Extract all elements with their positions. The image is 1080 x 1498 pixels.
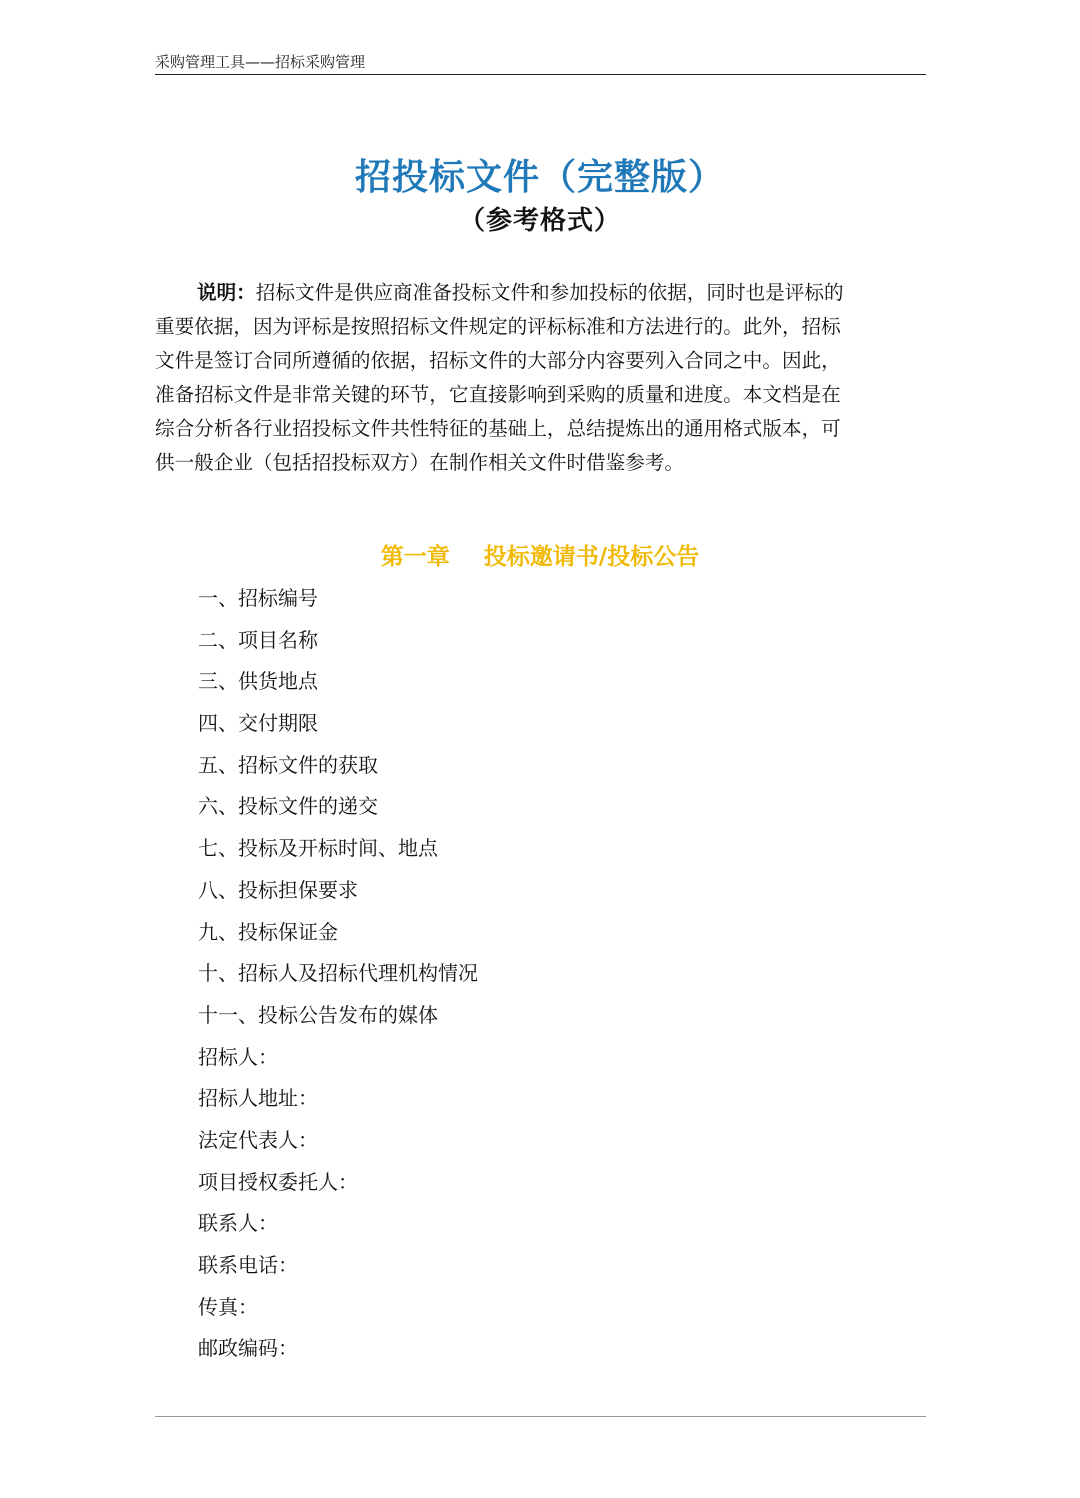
list-item: 七、投标及开标时间、地点	[198, 836, 438, 861]
list-item: 二、项目名称	[198, 627, 318, 652]
chapter-item-list	[198, 578, 898, 1370]
list-item: 项目授权委托人：	[198, 1169, 358, 1194]
list-item: 十一、投标公告发布的媒体	[198, 1002, 438, 1027]
chapter-title: 投标邀请书/投标公告	[483, 544, 700, 570]
list-item: 传真：	[198, 1294, 258, 1319]
list-item: 一、招标编号	[198, 586, 318, 610]
running-header	[155, 50, 926, 75]
document-subtitle: （参考格式）	[458, 206, 621, 236]
intro-line: 重要依据，因为评标是按照招标文件规定的评标标准和方法进行的。此外，招标	[155, 315, 841, 338]
list-item: 邮政编码：	[198, 1336, 298, 1361]
list-item: 六、投标文件的递交	[198, 794, 378, 819]
list-item: 三、供货地点	[198, 669, 318, 694]
list-item: 招标人地址：	[198, 1086, 318, 1111]
intro-line: 供一般企业（包括招投标双方）在制作相关文件时借鉴参考。	[155, 451, 685, 474]
header-text: 采购管理工具——招标采购管理	[155, 53, 366, 71]
list-item: 八、投标担保要求	[198, 877, 358, 902]
intro-line: 综合分析各行业招投标文件共性特征的基础上，总结提炼出的通用格式版本，可	[155, 417, 841, 440]
intro-paragraph	[155, 276, 919, 480]
list-item: 九、投标保证金	[198, 919, 338, 944]
list-item: 联系人：	[198, 1211, 278, 1236]
list-item: 十、招标人及招标代理机构情况	[198, 961, 478, 986]
intro-label: 说明：	[197, 281, 256, 304]
intro-line: 招标文件是供应商准备投标文件和参加投标的依据，同时也是评标的	[255, 281, 844, 304]
footer-rule	[155, 1416, 926, 1417]
intro-first-line	[155, 276, 919, 310]
list-item: 四、交付期限	[198, 711, 318, 736]
list-item: 五、招标文件的获取	[198, 752, 378, 777]
chapter-number: 第一章	[380, 544, 450, 570]
document-title: 招投标文件（完整版）	[354, 157, 725, 198]
list-item: 联系电话：	[198, 1253, 298, 1277]
intro-line: 准备招标文件是非常关键的环节，它直接影响到采购的质量和进度。本文档是在	[155, 383, 841, 406]
chapter-heading	[0, 537, 1080, 577]
list-item: 法定代表人：	[198, 1127, 318, 1152]
list-item: 招标人：	[198, 1044, 278, 1069]
intro-line: 文件是签订合同所遵循的依据，招标文件的大部分内容要列入合同之中。因此，	[155, 349, 841, 372]
